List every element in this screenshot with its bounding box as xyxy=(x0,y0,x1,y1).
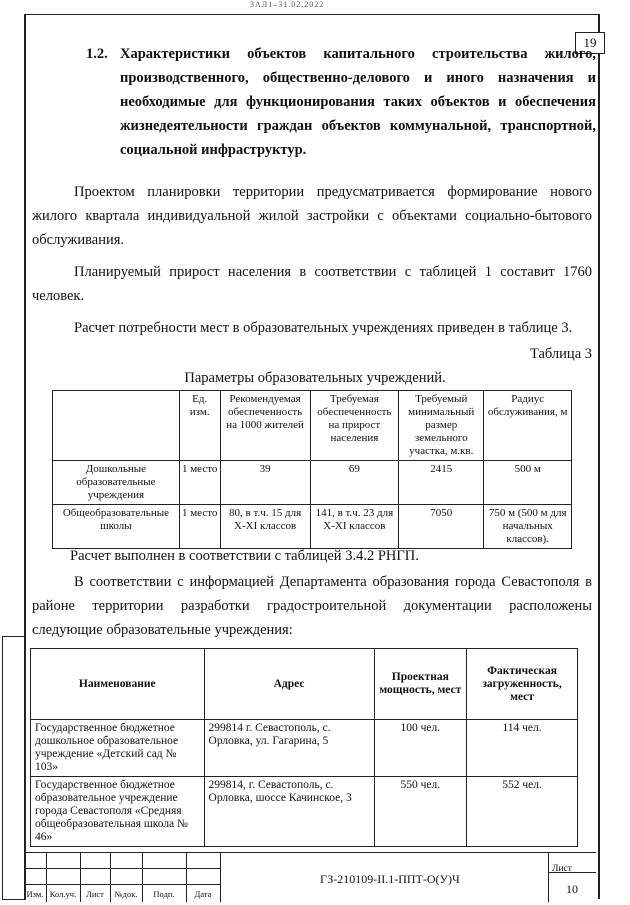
title-block xyxy=(0,852,630,902)
table-header-cell: Ед. изм. xyxy=(179,391,220,461)
table-header-cell: Требуемый минимальный размер земельного участка, м.кв. xyxy=(399,391,484,461)
table-cell: 114 чел. xyxy=(467,720,578,777)
table-cell: 2415 xyxy=(399,461,484,505)
paragraph-3: Расчет потребности мест в образовательных учреждениях приведен в таблице 3. xyxy=(74,320,573,336)
table-header-cell: Адрес xyxy=(204,649,374,720)
stamp-line xyxy=(548,852,549,902)
stamp-col-label: Подп. xyxy=(153,889,175,899)
table-cell: 500 м xyxy=(484,461,572,505)
stamp-col-label: Лист xyxy=(86,889,104,899)
section-title: Характеристики объектов капитального строительства жилого, производственного, общественно-делового и иного назначения и необходимые для функционирования таких объектов и обеспечения жизнедеятельности граждан объектов коммунальной, транспортной, социальной инфраструктур. xyxy=(120,46,596,158)
table-header-row xyxy=(53,391,572,461)
table-row xyxy=(31,720,578,777)
stamp-line xyxy=(24,884,220,885)
table-cell: 80, в т.ч. 15 для X-XI классов xyxy=(220,505,310,549)
section-number: 1.2. xyxy=(86,46,108,62)
stamp-col-label: Изм. xyxy=(26,889,44,899)
table-cell: 1 место xyxy=(179,505,220,549)
table-header-cell xyxy=(53,391,180,461)
stamp-col-label: Дата xyxy=(194,889,212,899)
table-row xyxy=(31,777,578,847)
table-cell: 552 чел. xyxy=(467,777,578,847)
section-heading xyxy=(86,42,596,162)
table-label: Таблица 3 xyxy=(529,346,592,362)
top-mark: 3ΛЛ1–31.02.2022 xyxy=(250,0,325,9)
table-cell: 39 xyxy=(220,461,310,505)
table-cell: 750 м (500 м для начальных классов). xyxy=(484,505,572,549)
table-header-cell: Радиус обслуживания, м xyxy=(484,391,572,461)
table-cell: 141, в т.ч. 23 для X-XI классов xyxy=(310,505,399,549)
table-cell: Государственное бюджетное дошкольное образовательное учреждение «Детский сад № 103» xyxy=(31,720,205,777)
table-header-cell: Проектная мощность, мест xyxy=(374,649,467,720)
sheet-number: 10 xyxy=(566,882,578,896)
paragraph-5: В соответствии с информацией Департамента образования города Севастополя в районе территории разработки градостроительной документации расположены следующие образовательные учреждения: xyxy=(32,574,592,638)
table-header-cell: Наименование xyxy=(31,649,205,720)
table-row xyxy=(53,461,572,505)
stamp-line xyxy=(220,852,221,902)
table-cell: 550 чел. xyxy=(374,777,467,847)
table-header-cell: Фактическая загруженность, мест xyxy=(467,649,578,720)
table-cell: Государственное бюджетное образовательное учреждение города Севастополя «Средняя общеобразовательная школа № 46» xyxy=(31,777,205,847)
table-caption: Параметры образовательных учреждений. xyxy=(184,370,446,386)
paragraph-2: Планируемый прирост населения в соответствии с таблицей 1 составит 1760 человек. xyxy=(32,264,592,304)
table-cell: 299814 г. Севастополь, с. Орловка, ул. Гагарина, 5 xyxy=(204,720,374,777)
table-cell: 7050 xyxy=(399,505,484,549)
sheet-label: Лист xyxy=(552,864,572,874)
table-header-cell: Рекомендуемая обеспеченность на 1000 жителей xyxy=(220,391,310,461)
table-header-row xyxy=(31,649,578,720)
table-cell: 1 место xyxy=(179,461,220,505)
table-row xyxy=(53,505,572,549)
table-header-cell: Требуемая обеспеченность на прирост населения xyxy=(310,391,399,461)
document-code: ГЗ-210109-II.1-ППТ-О(У)Ч xyxy=(320,872,460,886)
table-cell: Общеобразовательные школы xyxy=(53,505,180,549)
schools-table xyxy=(30,648,578,847)
education-parameters-table xyxy=(52,390,572,549)
table-cell: 69 xyxy=(310,461,399,505)
page-number-box: 19 xyxy=(575,32,605,54)
table-cell: 100 чел. xyxy=(374,720,467,777)
paragraph-1: Проектом планировки территории предусматривается формирование нового жилого квартала индивидуальной жилой застройки с объектами социально-бытового обслуживания. xyxy=(32,184,592,248)
stamp-line xyxy=(24,868,220,869)
table-cell: 299814, г. Севастополь, с. Орловка, шоссе Качинское, 3 xyxy=(204,777,374,847)
table-cell: Дошкольные образовательные учреждения xyxy=(53,461,180,505)
stamp-col-label: №док. xyxy=(114,889,138,899)
paragraph-4: Расчет выполнен в соответствии с таблицей 3.4.2 РНГП. xyxy=(70,548,419,564)
stamp-col-label: Кол.уч. xyxy=(49,889,77,899)
